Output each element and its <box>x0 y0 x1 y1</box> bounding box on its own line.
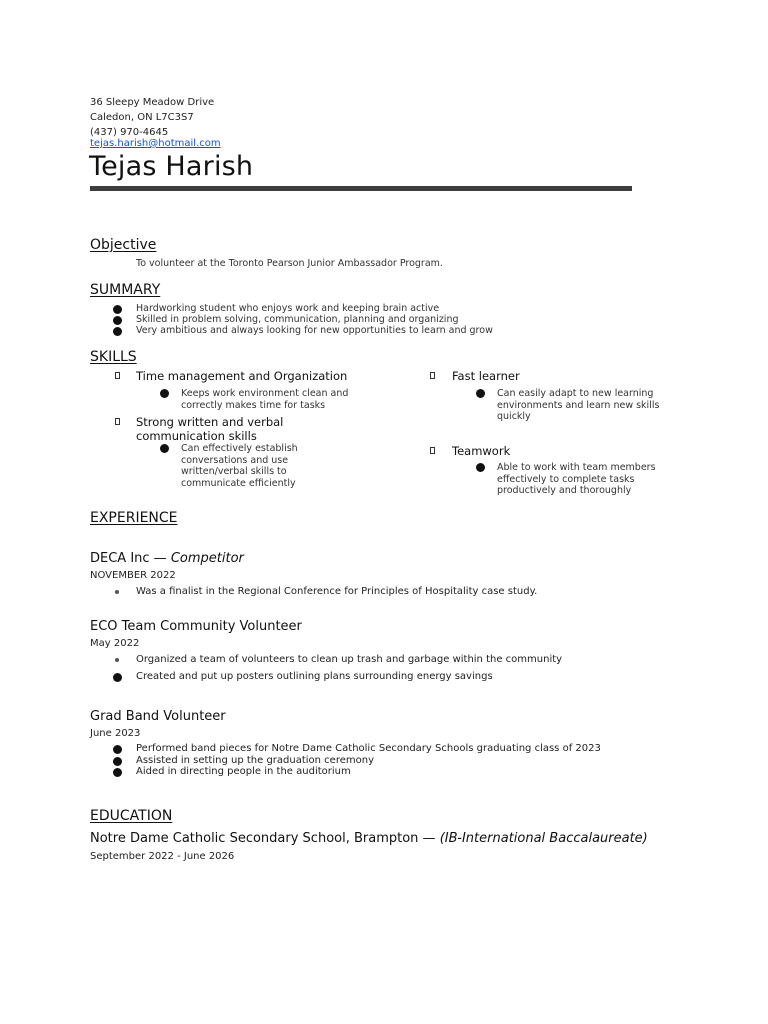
job-date: June 2023 <box>90 728 141 739</box>
school-name: Notre Dame Catholic Secondary School, Brampton — <box>90 831 440 846</box>
name-divider <box>90 186 632 191</box>
education-heading: EDUCATION <box>90 808 173 824</box>
skill-detail: Can easily adapt to new learning environments and learn new skills quickly <box>497 388 660 422</box>
contact-address-line1: 36 Sleepy Meadow Drive <box>90 97 215 108</box>
skill-title: Fast learner <box>452 369 520 383</box>
bullet-icon <box>115 590 119 594</box>
job-title <box>90 551 244 566</box>
contact-email-link[interactable]: tejas.harish@hotmail.com <box>90 138 221 149</box>
skill-detail: Can effectively establish conversations and use written/verbal skills to communicate efficiently <box>181 443 298 489</box>
bullet-icon <box>115 658 119 662</box>
skill-title: Strong written and verbal communication skills <box>136 415 284 443</box>
bullet-icon <box>160 389 169 398</box>
square-bullet-icon <box>430 447 435 454</box>
job-item: Created and put up posters outlining plans surrounding energy savings <box>136 671 493 682</box>
job-role: Competitor <box>170 551 244 566</box>
bullet-icon <box>113 316 122 325</box>
objective-text: To volunteer at the Toronto Pearson Junior Ambassador Program. <box>136 258 443 269</box>
bullet-icon <box>113 745 122 754</box>
bullet-icon <box>160 444 169 453</box>
candidate-name: Tejas Harish <box>89 151 254 182</box>
skill-detail: Able to work with team members effectively to complete tasks productively and thoroughly <box>497 462 656 496</box>
experience-heading: EXPERIENCE <box>90 510 178 526</box>
bullet-icon <box>113 673 122 682</box>
objective-heading: Objective <box>90 237 157 253</box>
job-date: NOVEMBER 2022 <box>90 570 176 581</box>
education-date: September 2022 - June 2026 <box>90 851 235 862</box>
job-item: Was a finalist in the Regional Conference for Principles of Hospitality case study. <box>136 586 538 597</box>
summary-heading: SUMMARY <box>90 282 161 298</box>
bullet-icon <box>113 768 122 777</box>
bullet-icon <box>113 327 122 336</box>
summary-item: Skilled in problem solving, communication, planning and organizing <box>136 314 459 325</box>
bullet-icon <box>476 463 485 472</box>
job-title: Grad Band Volunteer <box>90 709 226 724</box>
skills-heading: SKILLS <box>90 349 137 365</box>
education-school <box>90 831 648 846</box>
skill-title: Time management and Organization <box>136 369 348 383</box>
job-date: May 2022 <box>90 638 140 649</box>
school-program: (IB-International Baccalaureate) <box>439 831 648 846</box>
skill-title: Teamwork <box>452 444 511 458</box>
summary-item: Very ambitious and always looking for new opportunities to learn and grow <box>136 325 493 336</box>
bullet-icon <box>476 389 485 398</box>
summary-item: Hardworking student who enjoys work and keeping brain active <box>136 303 440 314</box>
job-item: Assisted in setting up the graduation ceremony <box>136 755 374 766</box>
contact-phone: (437) 970-4645 <box>90 127 169 138</box>
skill-detail: Keeps work environment clean and correctly makes time for tasks <box>181 388 349 411</box>
square-bullet-icon <box>115 372 120 379</box>
bullet-icon <box>113 305 122 314</box>
job-item: Aided in directing people in the auditorium <box>136 766 351 777</box>
job-organization: DECA Inc — <box>90 551 171 566</box>
bullet-icon <box>113 757 122 766</box>
square-bullet-icon <box>115 418 120 425</box>
square-bullet-icon <box>430 372 435 379</box>
job-item: Performed band pieces for Notre Dame Catholic Secondary Schools graduating class of 2023 <box>136 743 601 754</box>
job-item: Organized a team of volunteers to clean up trash and garbage within the community <box>136 654 563 665</box>
contact-address-line2: Caledon, ON L7C3S7 <box>90 112 194 123</box>
job-title: ECO Team Community Volunteer <box>90 619 302 634</box>
